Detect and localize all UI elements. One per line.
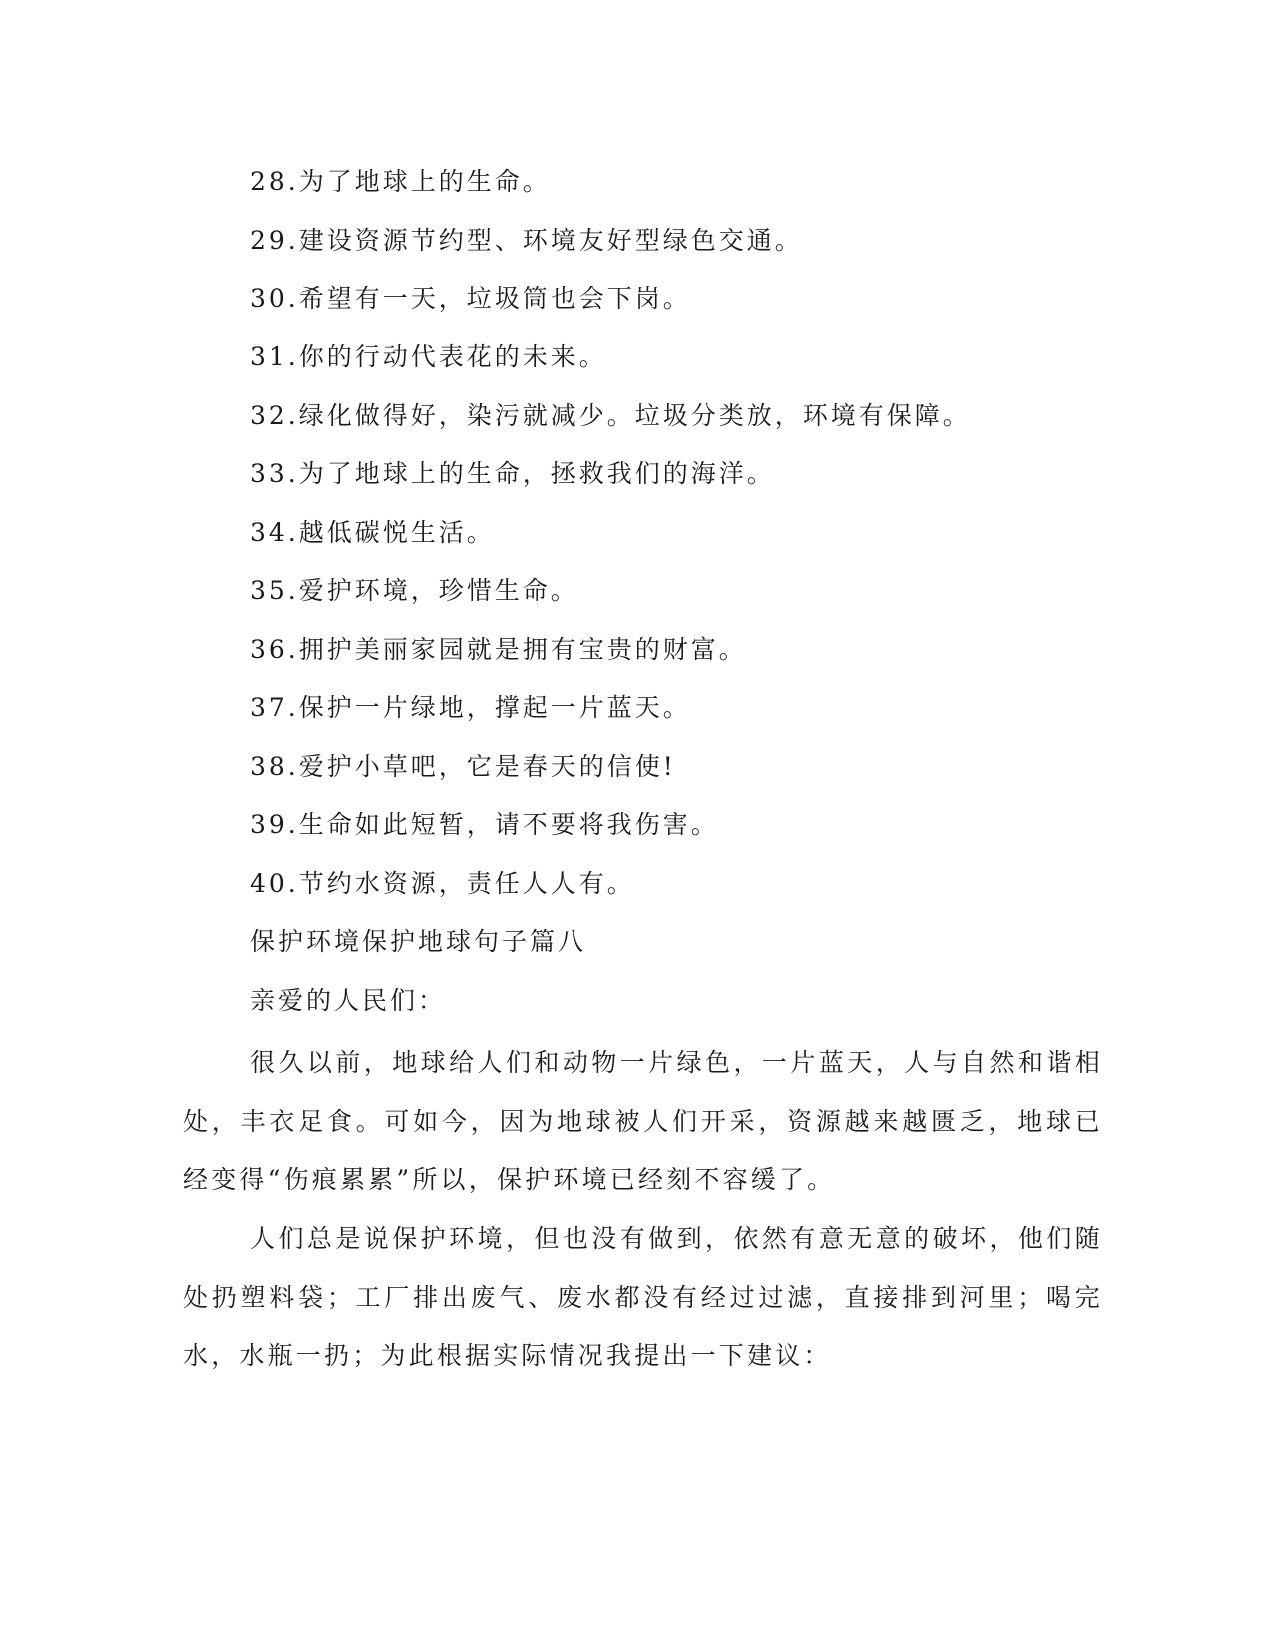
slogan-item-31: 31.你的行动代表花的未来。 xyxy=(250,342,607,371)
slogan-item-39: 39.生命如此短暂，请不要将我伤害。 xyxy=(250,810,719,839)
section-title: 保护环境保护地球句子篇八 xyxy=(250,927,587,956)
slogan-item-38: 38.爱护小草吧，它是春天的信使! xyxy=(250,752,676,781)
slogan-item-29: 29.建设资源节约型、环境友好型绿色交通。 xyxy=(250,226,803,255)
slogan-item-40: 40.节约水资源，责任人人有。 xyxy=(250,869,635,898)
slogan-item-35: 35.爱护环境，珍惜生命。 xyxy=(250,576,579,605)
body-paragraph-1: 很久以前，地球给人们和动物一片绿色，一片蓝天，人与自然和谐相处，丰衣足食。可如今，因为地球被人们开采，资源越来越匮乏，地球已经变得“伤痕累累”所以，保护环境已经刻不容缓了。 xyxy=(183,1048,1103,1194)
slogan-item-37: 37.保护一片绿地，撑起一片蓝天。 xyxy=(250,693,691,722)
slogan-item-34: 34.越低碳悦生活。 xyxy=(250,518,495,547)
salutation: 亲爱的人民们： xyxy=(250,986,447,1015)
body-paragraph-2: 人们总是说保护环境，但也没有做到，依然有意无意的破坏，他们随处扔塑料袋；工厂排出废气、废水都没有经过过滤，直接排到河里；喝完水，水瓶一扔；为此根据实际情况我提出一下建议： xyxy=(183,1224,1103,1370)
slogan-item-36: 36.拥护美丽家园就是拥有宝贵的财富。 xyxy=(250,635,747,664)
slogan-item-32: 32.绿化做得好，染污就减少。垃圾分类放，环境有保障。 xyxy=(250,401,971,430)
slogan-item-30: 30.希望有一天，垃圾筒也会下岗。 xyxy=(250,284,691,313)
slogan-item-28: 28.为了地球上的生命。 xyxy=(250,167,551,196)
slogan-item-33: 33.为了地球上的生命，拯救我们的海洋。 xyxy=(250,459,775,488)
